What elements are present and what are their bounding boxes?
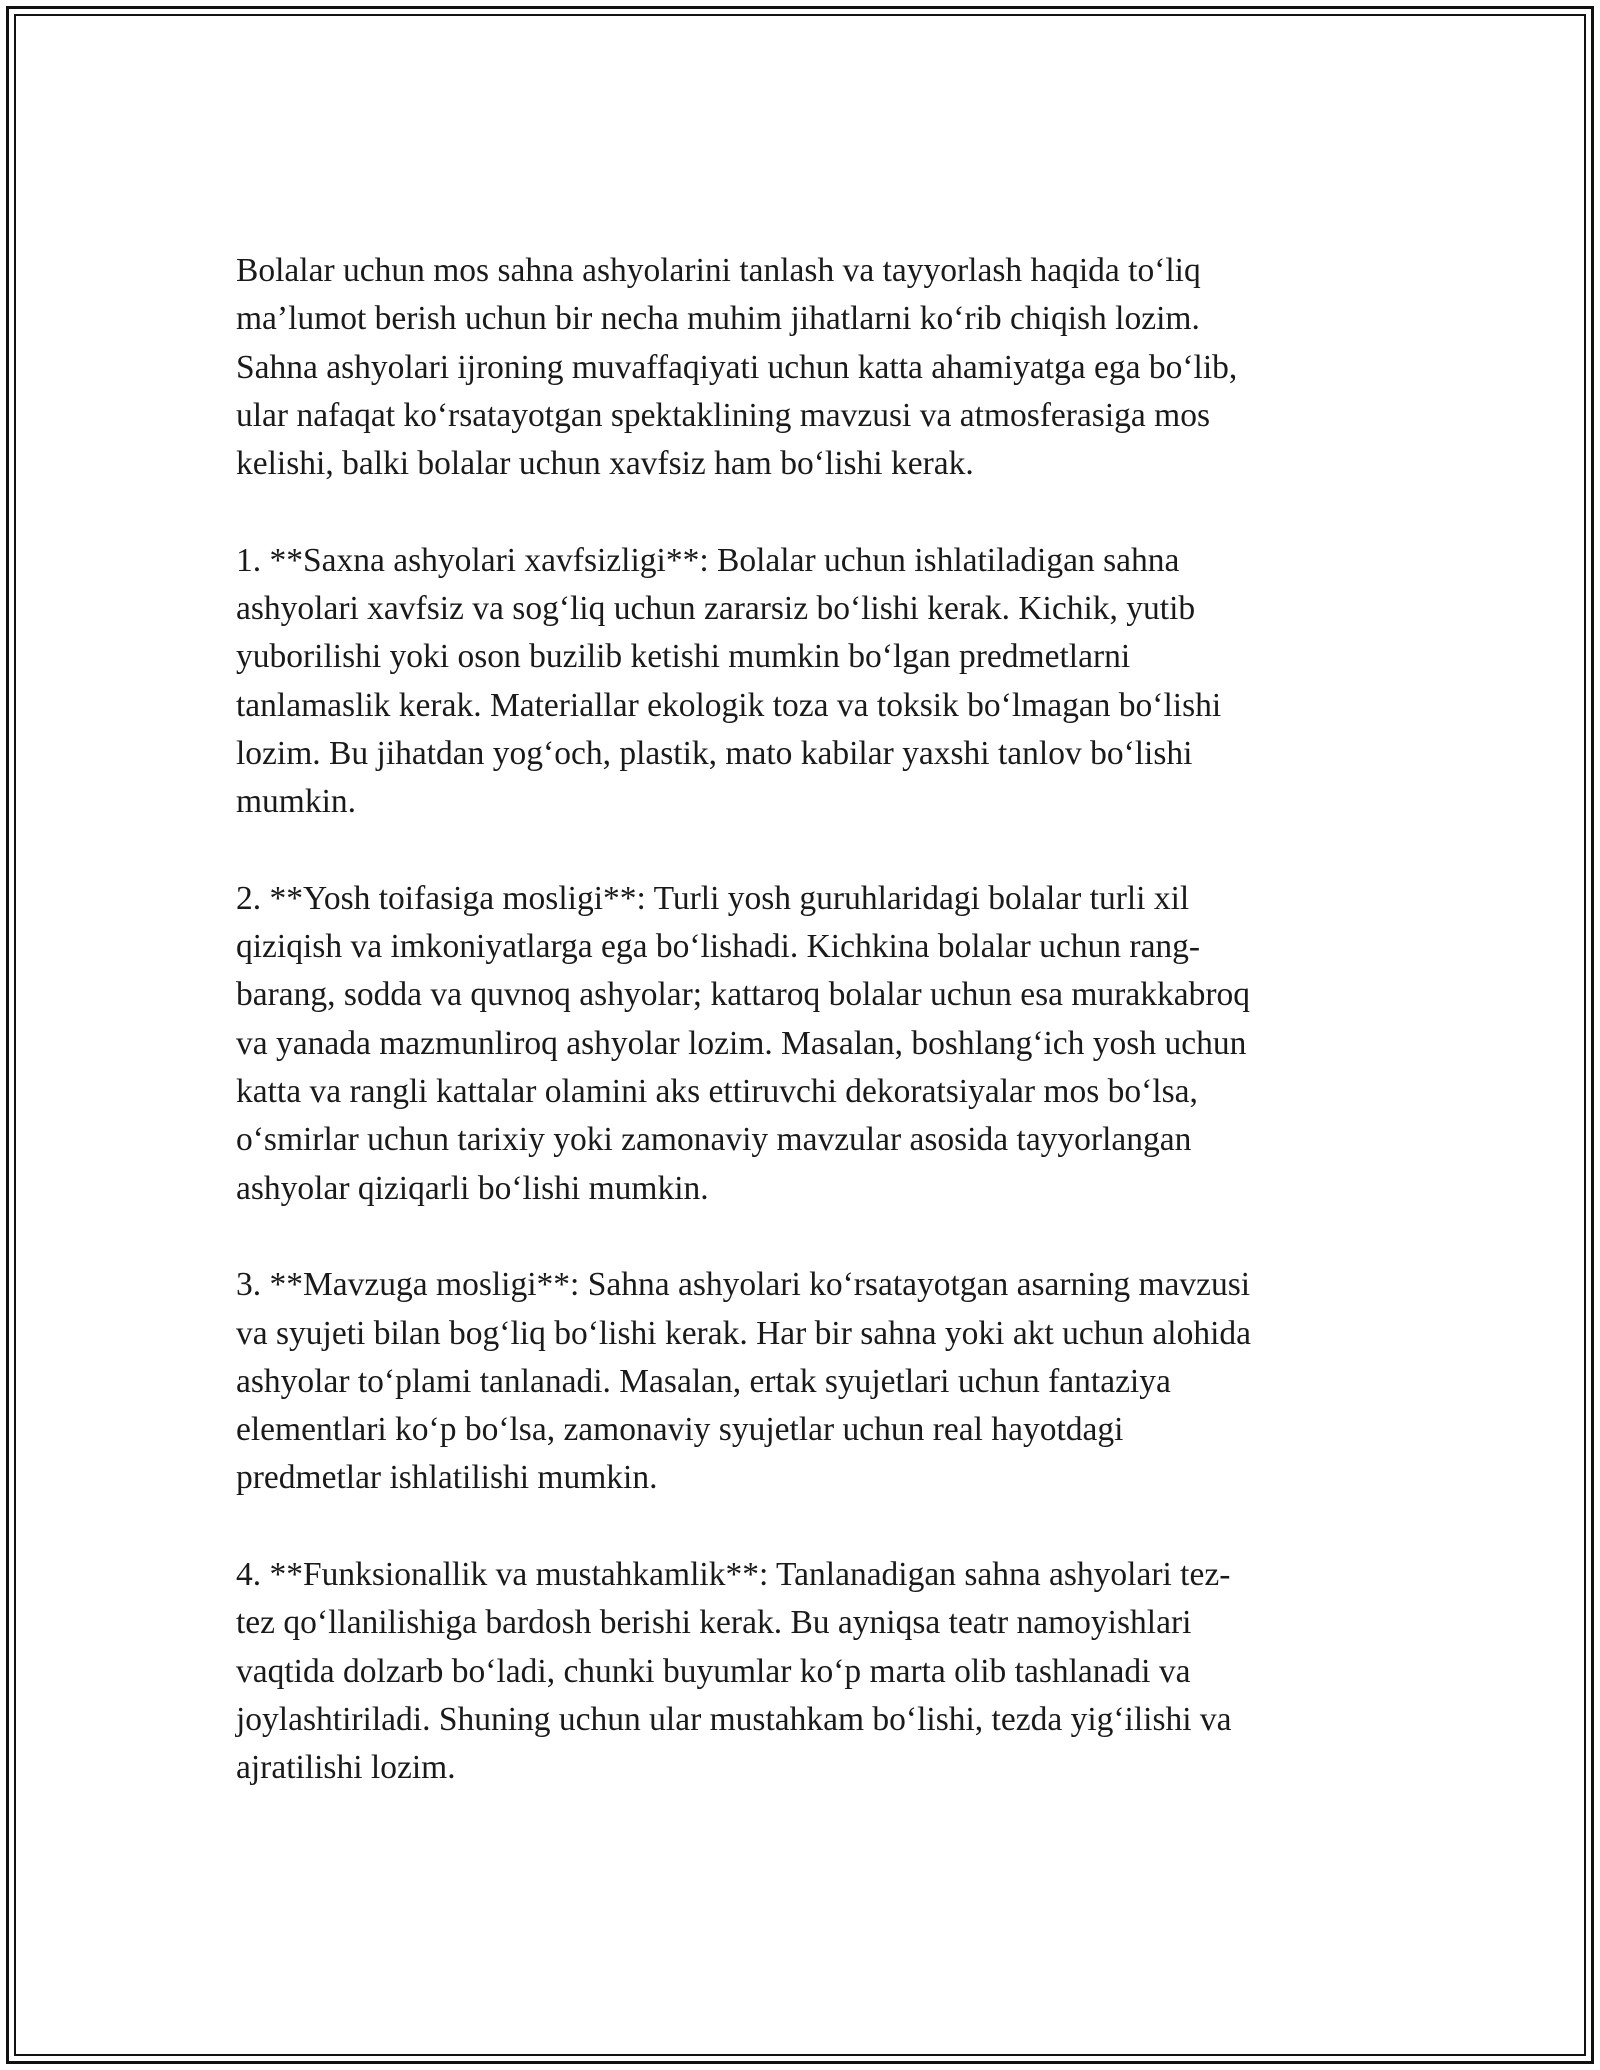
text-line: 4. **Funksionallik va mustahkamlik**: Tanlanadigan sahna ashyolari tez- (236, 1556, 1231, 1594)
text-line: va yanada mazmunliroq ashyolar lozim. Masalan, boshlang‘ich yosh uchun (236, 1024, 1247, 1062)
text-line: elementlari ko‘p bo‘lsa, zamonaviy syujetlar uchun real hayotdagi (236, 1411, 1124, 1449)
text-line: ashyolari xavfsiz va sog‘liq uchun zararsiz bo‘lishi kerak. Kichik, yutib (236, 590, 1196, 628)
text-line: 2. **Yosh toifasiga mosligi**: Turli yosh guruhlaridagi bolalar turli xil (236, 879, 1190, 917)
text-line: qiziqish va imkoniyatlarga ega bo‘lishadi. Kichkina bolalar uchun rang- (236, 928, 1201, 966)
text-line: lozim. Bu jihatdan yog‘och, plastik, mato kabilar yaxshi tanlov bo‘lishi (236, 734, 1193, 772)
text-line: ashyolar to‘plami tanlanadi. Masalan, ertak syujetlari uchun fantaziya (236, 1362, 1171, 1400)
text-line: ular nafaqat ko‘rsatayotgan spektaklining mavzusi va atmosferasiga mos (236, 396, 1210, 434)
text-line: predmetlar ishlatilishi mumkin. (236, 1459, 658, 1497)
text-line: katta va rangli kattalar olamini aks ettiruvchi dekoratsiyalar mos bo‘lsa, (236, 1073, 1198, 1111)
text-line: joylashtiriladi. Shuning uchun ular mustahkam bo‘lishi, tezda yig‘ilishi va (236, 1700, 1232, 1738)
text-line: barang, sodda va quvnoq ashyolar; kattaroq bolalar uchun esa murakkabroq (236, 976, 1250, 1014)
text-line: mumkin. (236, 783, 357, 821)
text-line: tanlamaslik kerak. Materiallar ekologik toza va toksik bo‘lmagan bo‘lishi (236, 686, 1222, 724)
text-line: va syujeti bilan bog‘liq bo‘lishi kerak. Har bir sahna yoki akt uchun alohida (236, 1314, 1251, 1352)
intro-paragraph (236, 247, 1356, 488)
text-line: o‘smirlar uchun tarixiy yoki zamonaviy mavzular asosida tayyorlangan (236, 1121, 1192, 1159)
text-line: tez qo‘llanilishiga bardosh berishi kerak. Bu ayniqsa teatr namoyishlari (236, 1604, 1192, 1642)
paragraph-item-1 (236, 537, 1356, 827)
text-line: yuborilishi yoki oson buzilib ketishi mumkin bo‘lgan predmetlarni (236, 638, 1131, 676)
text-line: vaqtida dolzarb bo‘ladi, chunki buyumlar ko‘p marta olib tashlanadi va (236, 1652, 1191, 1690)
text-line: kelishi, balki bolalar uchun xavfsiz ham bo‘lishi kerak. (236, 445, 974, 483)
document-body (236, 247, 1356, 1841)
text-line: ma’lumot berish uchun bir necha muhim jihatlarni ko‘rib chiqish lozim. (236, 300, 1200, 338)
text-line: Sahna ashyolari ijroning muvaffaqiyati uchun katta ahamiyatga ega bo‘lib, (236, 348, 1238, 386)
text-line: ashyolar qiziqarli bo‘lishi mumkin. (236, 1169, 709, 1207)
text-line: ajratilishi lozim. (236, 1749, 456, 1787)
paragraph-item-4 (236, 1551, 1356, 1792)
text-line: 3. **Mavzuga mosligi**: Sahna ashyolari ko‘rsatayotgan asarning mavzusi (236, 1266, 1251, 1304)
text-line: 1. **Saxna ashyolari xavfsizligi**: Bolalar uchun ishlatiladigan sahna (236, 541, 1180, 579)
text-line: Bolalar uchun mos sahna ashyolarini tanlash va tayyorlash haqida to‘liq (236, 252, 1201, 289)
paragraph-item-3 (236, 1261, 1356, 1502)
paragraph-item-2 (236, 875, 1356, 1213)
